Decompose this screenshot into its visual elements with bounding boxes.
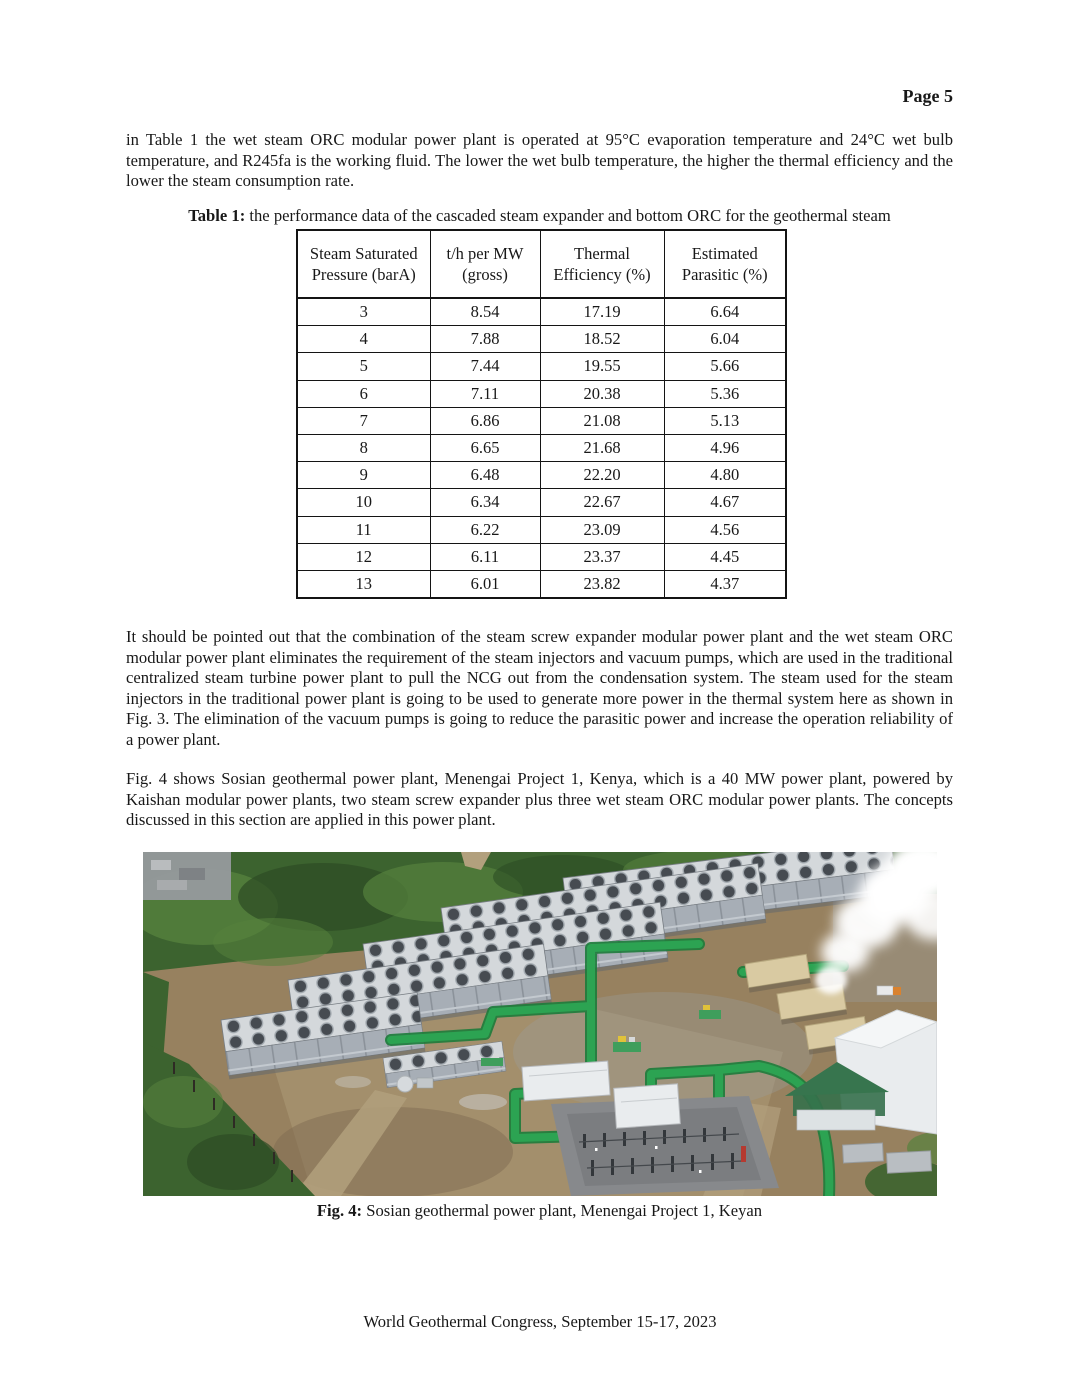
table-cell: 11 <box>297 516 430 543</box>
performance-table <box>296 229 787 599</box>
table-cell: 19.55 <box>540 353 664 380</box>
table-cell: 17.19 <box>540 298 664 326</box>
figure-4-photo <box>143 852 937 1196</box>
paragraph-intro: in Table 1 the wet steam ORC modular power plant is operated at 95°C evaporation temperature and 24°C wet bulb temperature, and R245fa is the working fluid. The lower the wet bulb temperature, the higher the thermal efficiency and the lower the steam consumption rate. <box>126 130 953 191</box>
figure-caption-label: Fig. 4: <box>316 1201 363 1220</box>
table-cell: 20.38 <box>540 380 664 407</box>
table-cell: 8.54 <box>430 298 540 326</box>
table-cell: 5.36 <box>664 380 786 407</box>
table-caption-label: Table 1: <box>188 206 246 225</box>
table-caption-text: the performance data of the cascaded steam expander and bottom ORC for the geothermal steam <box>245 206 891 225</box>
table-row <box>297 434 786 461</box>
table-cell: 22.67 <box>540 489 664 516</box>
table-header-row <box>297 230 786 298</box>
table-cell: 4 <box>297 326 430 353</box>
table-cell: 7.11 <box>430 380 540 407</box>
table-cell: 4.56 <box>664 516 786 543</box>
truck <box>877 986 901 995</box>
table-cell: 4.45 <box>664 543 786 570</box>
table-cell: 5 <box>297 353 430 380</box>
table-cell: 23.82 <box>540 570 664 598</box>
table-cell: 18.52 <box>540 326 664 353</box>
table-cell: 5.13 <box>664 407 786 434</box>
footer: World Geothermal Congress, September 15-17, 2023 <box>363 1312 717 1331</box>
table-cell: 21.08 <box>540 407 664 434</box>
table-cell: 6.86 <box>430 407 540 434</box>
paragraph-discussion: It should be pointed out that the combination of the steam screw expander modular power plant and the wet steam ORC modular power plant eliminates the requirement of the steam injectors and vacuum pumps, which are used in the traditional centralized steam turbine power plant to pull the NCG out from the condensation system. The steam used for the steam injectors in the traditional power plant is going to be used to generate more power in the thermal system here as shown in Fig. 3. The elimination of the vacuum pumps is going to reduce the parasitic power and increase the operation reliability of a power plant. <box>126 627 953 749</box>
table-cell: 5.66 <box>664 353 786 380</box>
table-cell: 4.67 <box>664 489 786 516</box>
table-cell: 3 <box>297 298 430 326</box>
table-body <box>297 298 786 598</box>
col-header-parasitic: Estimated Parasitic (%) <box>664 230 786 298</box>
table-cell: 13 <box>297 570 430 598</box>
table-row <box>297 407 786 434</box>
figure-caption-text: Sosian geothermal power plant, Menengai Project 1, Keyan <box>362 1201 763 1220</box>
table-cell: 23.09 <box>540 516 664 543</box>
table-cell: 21.68 <box>540 434 664 461</box>
table-cell: 7.88 <box>430 326 540 353</box>
table-cell: 9 <box>297 462 430 489</box>
table-row <box>297 298 786 326</box>
table-cell: 4.80 <box>664 462 786 489</box>
table-row <box>297 462 786 489</box>
table-row <box>297 489 786 516</box>
table-cell: 8 <box>297 434 430 461</box>
table-cell: 6 <box>297 380 430 407</box>
table-caption <box>126 206 953 226</box>
gravel-patch <box>143 852 231 900</box>
table-cell: 12 <box>297 543 430 570</box>
table-cell: 6.65 <box>430 434 540 461</box>
table-cell: 7 <box>297 407 430 434</box>
table-row <box>297 570 786 598</box>
table-cell: 7.44 <box>430 353 540 380</box>
col-header-efficiency: Thermal Efficiency (%) <box>540 230 664 298</box>
table-cell: 6.48 <box>430 462 540 489</box>
table-cell: 6.34 <box>430 489 540 516</box>
table-cell: 23.37 <box>540 543 664 570</box>
table-cell: 4.96 <box>664 434 786 461</box>
col-header-steamrate: t/h per MW (gross) <box>430 230 540 298</box>
page-number: Page 5 <box>902 86 953 106</box>
red-banner <box>741 1146 746 1162</box>
table-row <box>297 326 786 353</box>
col-header-pressure: Steam Saturated Pressure (barA) <box>297 230 430 298</box>
table-cell: 6.22 <box>430 516 540 543</box>
figure-caption <box>126 1201 953 1221</box>
table-cell: 6.01 <box>430 570 540 598</box>
table-row <box>297 353 786 380</box>
table-cell: 6.11 <box>430 543 540 570</box>
table-cell: 10 <box>297 489 430 516</box>
table-row <box>297 543 786 570</box>
table-cell: 4.37 <box>664 570 786 598</box>
table-cell: 6.04 <box>664 326 786 353</box>
table-row <box>297 380 786 407</box>
paragraph-fig4-intro: Fig. 4 shows Sosian geothermal power plant, Menengai Project 1, Kenya, which is a 40 MW power plant, powered by Kaishan modular power plants, two steam screw expander plus three wet steam ORC modular power plants. The concepts discussed in this section are applied in this power plant. <box>126 769 953 830</box>
table-cell: 22.20 <box>540 462 664 489</box>
table-cell: 6.64 <box>664 298 786 326</box>
table-row <box>297 516 786 543</box>
